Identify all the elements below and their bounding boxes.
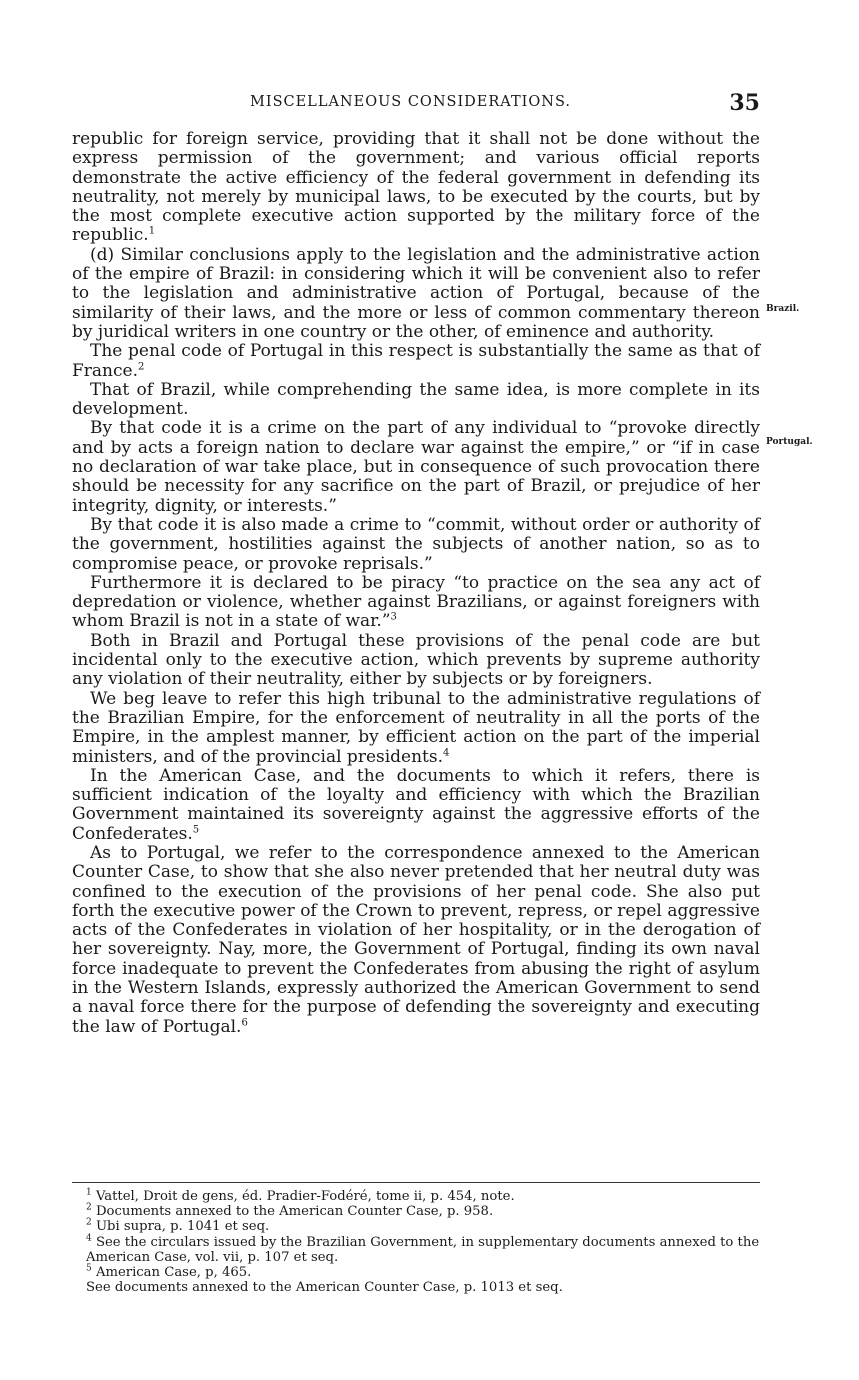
running-title: MISCELLANEOUS CONSIDERATIONS. <box>250 94 571 110</box>
paragraph: That of Brazil, while comprehending the same idea, is more complete in its development. <box>72 379 760 420</box>
paragraph: The penal code of Portugal in this respect is substantially the same as that of France.$^2$ <box>72 341 760 381</box>
paragraph: republic for foreign service, providing that it shall not be done without the express permission of the government; and various official reports demonstrate the active efficiency of the federal government in defending its neutrality, not merely by municipal laws, to be executed by the courts, but by the most complete executive action supported by the military force of the republic.$^1$ <box>72 129 760 246</box>
footnote: $^4$ See the circulars issued by the Brazilian Government, in supplementary documents annexed to the American Case, vol. vii, p. 107 et seq. <box>86 1233 760 1265</box>
page-number: 35 <box>729 90 760 116</box>
paragraph: Furthermore it is declared to be piracy “to practice on the sea any act of depredation or violence, whether against Brazilians, or against foreigners with whom Brazil is not in a state of war.”$^3$ <box>72 572 760 632</box>
paragraph: We beg leave to refer this high tribunal to the administrative regulations of the Brazilian Empire, for the enforcement of neutrality in all the ports of the Empire, in the amplest manner, by efficient action on the part of the imperial ministers, and of the provincial presidents.$^4$ <box>72 688 760 767</box>
footnote: See documents annexed to the American Counter Case, p. 1013 et seq. <box>86 1280 563 1296</box>
paragraph: (d) Similar conclusions apply to the legislation and the administrative action of the empire of Brazil: in considering which it will be convenient also to refer to the legislation and administrative action of Portugal, because of the similarity of their laws, and the more or less of common commentary thereon by juridical writers in one country or the other, of eminence and authority. <box>72 244 760 342</box>
footnote: $^1$ Vattel, Droit de gens, éd. Pradier-Fodéré, tome ii, p. 454, note. <box>86 1187 515 1204</box>
margin-note-portugal: Portugal. <box>766 437 813 447</box>
book-page <box>72 90 813 1296</box>
footnote-ref: 1 <box>148 225 156 237</box>
margin-note-brazil: Brazil. <box>766 304 800 314</box>
footnote-ref: 6 <box>241 1017 248 1028</box>
paragraph: By that code it is also made a crime to “commit, without order or authority of the government, hostilities against the subjects of another nation, so as to compromise peace, or provoke reprisals.” <box>72 514 760 574</box>
footnote: $^2$ Ubi supra, p. 1041 et seq. <box>86 1218 270 1235</box>
footnote-ref: 3 <box>390 611 397 623</box>
paragraph: As to Portugal, we refer to the correspondence annexed to the American Counter Case, to show that she also never pretended that her neutral duty was confined to the execution of the provisions of her penal code. She also put forth the executive power of the Crown to prevent, repress, or repel aggressive acts of the Confederates in violation of her hospitality, or in the derogation of her sovereignty. Nay, more, the Government of Portugal, finding its own naval force inadequate to prevent the Confederates from abusing the right of asylum in the Western Islands, expressly authorized the American Government to send a naval force there for the purpose of defending the sovereignty and executing the law of Portugal.$^6$ <box>72 842 760 1037</box>
paragraph: Both in Brazil and Portugal these provisions of the penal code are but incidental only to the executive action, which prevents by supreme authority any violation of their neutrality, either by subjects or by foreigners. <box>72 630 760 690</box>
running-head <box>72 90 760 130</box>
footnotes <box>72 1182 760 1295</box>
footnote: $^2$ Documents annexed to the American Counter Case, p. 958. <box>86 1202 494 1220</box>
paragraph: In the American Case, and the documents to which it refers, there is sufficient indication of the loyalty and efficiency with which the Brazilian Government maintained its sovereignty against the aggressive efforts of the Confederates.$^5$ <box>72 765 760 844</box>
paragraph: By that code it is a crime on the part of any individual to “provoke directly and by acts a foreign nation to declare war against the empire,” or “if in case no declaration of war take place, but in consequence of such provocation there should be necessity for any sacrifice on the part of Brazil, or prejudice of her integrity, dignity, or interests.” <box>72 418 760 516</box>
body-text <box>72 130 760 1037</box>
footnote: $^5$ American Case, p, 465. <box>86 1263 252 1281</box>
footnote-ref: 4 <box>443 746 450 758</box>
footnote-ref: 2 <box>138 360 145 372</box>
footnote-ref: 5 <box>192 824 200 836</box>
